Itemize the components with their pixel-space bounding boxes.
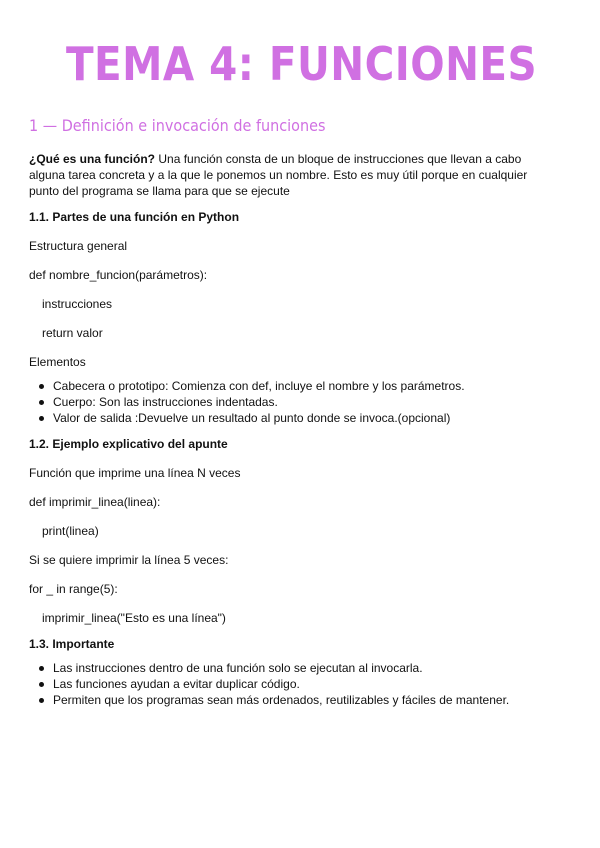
section-heading: 1 — Definición e invocación de funciones <box>29 116 326 135</box>
list-item: Las funciones ayudan a evitar duplicar código. <box>53 676 530 692</box>
elements-list <box>29 378 530 426</box>
list-item: Valor de salida :Devuelve un resultado al punto donde se invoca.(opcional) <box>53 410 530 426</box>
list-item: Las instrucciones dentro de una función solo se ejecutan al invocarla. <box>53 660 530 676</box>
document-title: TEMA 4: FUNCIONES <box>65 37 538 91</box>
code-body-line: instrucciones <box>42 297 113 311</box>
subheading-example: 1.2. Ejemplo explicativo del apunte <box>29 437 228 451</box>
code-return-line: return valor <box>42 326 103 340</box>
code-print-line: print(linea) <box>42 524 99 538</box>
subheading-parts: 1.1. Partes de una función en Python <box>29 210 240 224</box>
example-description: Función que imprime una línea N veces <box>29 466 241 480</box>
bullet-icon <box>39 400 44 405</box>
intro-paragraph <box>29 151 530 199</box>
code-call-line: imprimir_linea("Esto es una línea") <box>42 611 226 625</box>
list-item: Cabecera o prototipo: Comienza con def, incluye el nombre y los parámetros. <box>53 378 530 394</box>
loop-text: Si se quiere imprimir la línea 5 veces: <box>29 553 229 567</box>
list-item: Permiten que los programas sean más ordenados, reutilizables y fáciles de mantener. <box>53 692 530 708</box>
important-list <box>29 660 530 708</box>
code-def-line: def nombre_funcion(parámetros): <box>29 268 208 282</box>
bullet-icon <box>39 384 44 389</box>
elements-label: Elementos <box>29 355 86 369</box>
subheading-important: 1.3. Importante <box>29 637 115 651</box>
bullet-icon <box>39 666 44 671</box>
list-item: Cuerpo: Son las instrucciones indentadas. <box>53 394 530 410</box>
bullet-icon <box>39 416 44 421</box>
code-def-line: def imprimir_linea(linea): <box>29 495 161 509</box>
intro-text: Una función consta de un bloque de instrucciones que llevan a cabo alguna tarea concreta y a la que le ponemos un nombre. Esto es muy útil porque en cualquier punto del programa se llama para que se ejecute <box>29 152 528 198</box>
bullet-icon <box>39 698 44 703</box>
structure-label: Estructura general <box>29 239 128 253</box>
code-for-line: for _ in range(5): <box>29 582 118 596</box>
intro-bold-question: ¿Qué es una función? <box>29 152 156 166</box>
bullet-icon <box>39 682 44 687</box>
